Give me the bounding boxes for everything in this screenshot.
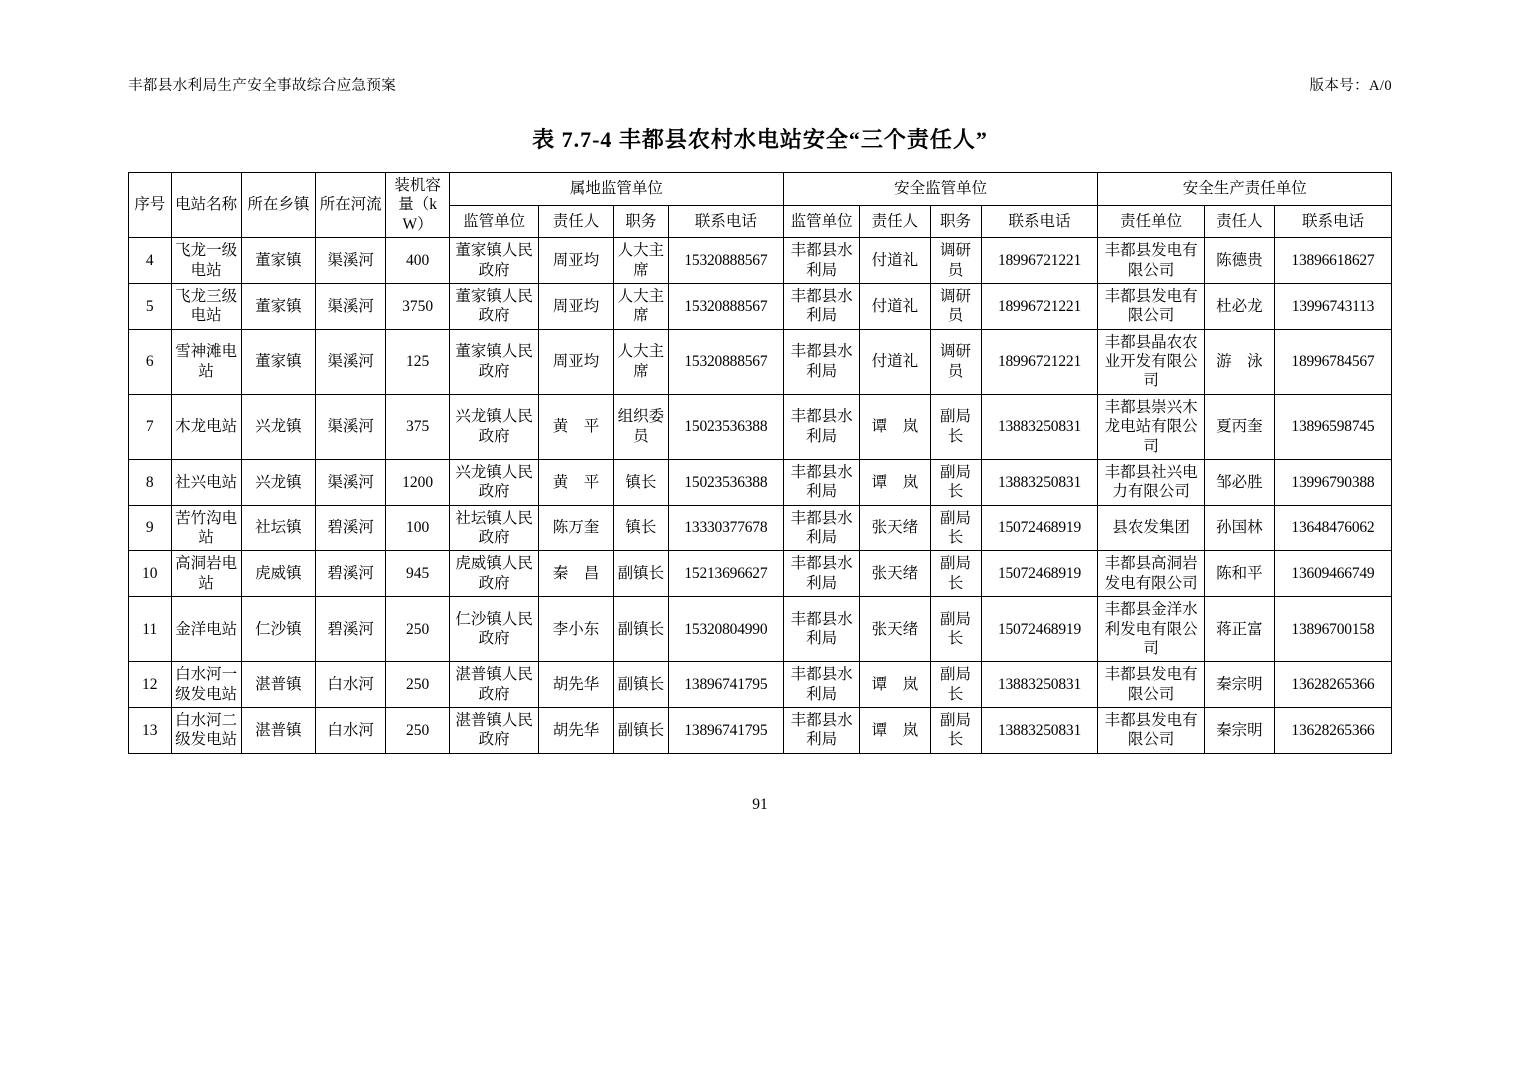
cell-local-title: 副镇长 xyxy=(613,551,668,597)
th-resp-phone: 联系电话 xyxy=(1274,205,1391,238)
cell-local-phone: 15023536388 xyxy=(668,394,783,459)
cell-river: 碧溪河 xyxy=(316,597,386,662)
cell-township: 社坛镇 xyxy=(241,505,315,551)
cell-station-name: 白水河一级发电站 xyxy=(171,662,241,708)
cell-local-person: 李小东 xyxy=(539,597,613,662)
cell-local-unit: 董家镇人民政府 xyxy=(450,283,539,329)
cell-resp-phone: 13648476062 xyxy=(1274,505,1391,551)
cell-capacity: 250 xyxy=(386,708,450,754)
cell-local-title: 镇长 xyxy=(613,505,668,551)
cell-resp-person: 陈德贵 xyxy=(1204,238,1274,284)
cell-safety-phone: 15072468919 xyxy=(981,597,1098,662)
cell-resp-unit: 丰都县高洞岩发电有限公司 xyxy=(1098,551,1204,597)
th-safety-person: 责任人 xyxy=(860,205,930,238)
cell-safety-person: 付道礼 xyxy=(860,329,930,394)
cell-local-unit: 湛普镇人民政府 xyxy=(450,708,539,754)
cell-safety-unit: 丰都县水利局 xyxy=(783,708,860,754)
cell-local-unit: 湛普镇人民政府 xyxy=(450,662,539,708)
cell-safety-person: 谭 岚 xyxy=(860,708,930,754)
cell-safety-phone: 18996721221 xyxy=(981,329,1098,394)
cell-resp-unit: 丰都县发电有限公司 xyxy=(1098,283,1204,329)
cell-capacity: 250 xyxy=(386,597,450,662)
table-title: 表 7.7-4 丰都县农村水电站安全“三个责任人” xyxy=(532,127,988,152)
cell-township: 董家镇 xyxy=(241,329,315,394)
cell-capacity: 375 xyxy=(386,394,450,459)
cell-safety-title: 副局长 xyxy=(930,708,981,754)
cell-station-name: 雪神滩电站 xyxy=(171,329,241,394)
cell-local-person: 周亚均 xyxy=(539,283,613,329)
cell-seq: 7 xyxy=(129,394,172,459)
cell-township: 董家镇 xyxy=(241,238,315,284)
cell-safety-title: 调研员 xyxy=(930,238,981,284)
cell-station-name: 木龙电站 xyxy=(171,394,241,459)
cell-local-person: 胡先华 xyxy=(539,662,613,708)
cell-safety-unit: 丰都县水利局 xyxy=(783,394,860,459)
cell-safety-person: 谭 岚 xyxy=(860,394,930,459)
header-document-title: 丰都县水利局生产安全事故综合应急预案 xyxy=(128,78,397,94)
cell-capacity: 100 xyxy=(386,505,450,551)
cell-resp-person: 游 泳 xyxy=(1204,329,1274,394)
cell-local-person: 周亚均 xyxy=(539,329,613,394)
th-capacity: 装机容量（kW） xyxy=(386,173,450,238)
responsibility-table xyxy=(128,172,1392,754)
cell-local-person: 周亚均 xyxy=(539,238,613,284)
cell-township: 虎威镇 xyxy=(241,551,315,597)
cell-river: 渠溪河 xyxy=(316,394,386,459)
cell-resp-phone: 13628265366 xyxy=(1274,662,1391,708)
th-local-person: 责任人 xyxy=(539,205,613,238)
cell-resp-unit: 丰都县金洋水利发电有限公司 xyxy=(1098,597,1204,662)
cell-river: 碧溪河 xyxy=(316,505,386,551)
cell-seq: 6 xyxy=(129,329,172,394)
cell-resp-unit: 丰都县发电有限公司 xyxy=(1098,662,1204,708)
th-resp-unit: 责任单位 xyxy=(1098,205,1204,238)
cell-safety-title: 副局长 xyxy=(930,394,981,459)
table-row xyxy=(129,238,1392,284)
cell-resp-unit: 丰都县发电有限公司 xyxy=(1098,708,1204,754)
cell-safety-unit: 丰都县水利局 xyxy=(783,238,860,284)
cell-safety-phone: 13883250831 xyxy=(981,394,1098,459)
cell-resp-phone: 13628265366 xyxy=(1274,708,1391,754)
cell-local-title: 人大主席 xyxy=(613,238,668,284)
cell-local-title: 人大主席 xyxy=(613,329,668,394)
cell-local-unit: 兴龙镇人民政府 xyxy=(450,459,539,505)
cell-township: 兴龙镇 xyxy=(241,394,315,459)
cell-safety-unit: 丰都县水利局 xyxy=(783,505,860,551)
cell-safety-title: 副局长 xyxy=(930,597,981,662)
cell-resp-phone: 13996790388 xyxy=(1274,459,1391,505)
th-township: 所在乡镇 xyxy=(241,173,315,238)
cell-resp-person: 秦宗明 xyxy=(1204,662,1274,708)
th-local-unit: 监管单位 xyxy=(450,205,539,238)
cell-resp-phone: 18996784567 xyxy=(1274,329,1391,394)
table-header-row-1 xyxy=(129,173,1392,206)
cell-local-unit: 兴龙镇人民政府 xyxy=(450,394,539,459)
cell-safety-phone: 13883250831 xyxy=(981,708,1098,754)
cell-river: 渠溪河 xyxy=(316,329,386,394)
cell-capacity: 250 xyxy=(386,662,450,708)
cell-local-phone: 15213696627 xyxy=(668,551,783,597)
cell-seq: 4 xyxy=(129,238,172,284)
cell-safety-person: 张天绪 xyxy=(860,551,930,597)
cell-resp-person: 蒋正富 xyxy=(1204,597,1274,662)
cell-safety-person: 付道礼 xyxy=(860,238,930,284)
cell-local-title: 副镇长 xyxy=(613,597,668,662)
cell-safety-title: 副局长 xyxy=(930,551,981,597)
th-safety-unit: 监管单位 xyxy=(783,205,860,238)
cell-river: 渠溪河 xyxy=(316,459,386,505)
cell-station-name: 飞龙一级电站 xyxy=(171,238,241,284)
cell-seq: 9 xyxy=(129,505,172,551)
th-local-phone: 联系电话 xyxy=(668,205,783,238)
cell-township: 兴龙镇 xyxy=(241,459,315,505)
table-row xyxy=(129,505,1392,551)
cell-safety-unit: 丰都县水利局 xyxy=(783,329,860,394)
cell-resp-unit: 丰都县发电有限公司 xyxy=(1098,238,1204,284)
th-local-title: 职务 xyxy=(613,205,668,238)
cell-resp-person: 夏丙奎 xyxy=(1204,394,1274,459)
cell-safety-phone: 15072468919 xyxy=(981,551,1098,597)
cell-safety-phone: 15072468919 xyxy=(981,505,1098,551)
cell-local-phone: 15023536388 xyxy=(668,459,783,505)
cell-township: 董家镇 xyxy=(241,283,315,329)
cell-safety-unit: 丰都县水利局 xyxy=(783,551,860,597)
cell-local-unit: 董家镇人民政府 xyxy=(450,329,539,394)
cell-station-name: 飞龙三级电站 xyxy=(171,283,241,329)
cell-resp-phone: 13996743113 xyxy=(1274,283,1391,329)
cell-safety-unit: 丰都县水利局 xyxy=(783,662,860,708)
cell-seq: 11 xyxy=(129,597,172,662)
th-group-local-supervision: 属地监管单位 xyxy=(450,173,784,206)
cell-local-person: 秦 昌 xyxy=(539,551,613,597)
table-row xyxy=(129,283,1392,329)
cell-station-name: 苦竹沟电站 xyxy=(171,505,241,551)
cell-safety-person: 张天绪 xyxy=(860,505,930,551)
th-group-production-responsibility: 安全生产责任单位 xyxy=(1098,173,1392,206)
cell-river: 白水河 xyxy=(316,662,386,708)
cell-safety-person: 谭 岚 xyxy=(860,459,930,505)
cell-local-phone: 15320888567 xyxy=(668,329,783,394)
page-header xyxy=(128,74,1392,95)
cell-local-phone: 13330377678 xyxy=(668,505,783,551)
cell-safety-unit: 丰都县水利局 xyxy=(783,459,860,505)
cell-local-person: 黄 平 xyxy=(539,459,613,505)
cell-resp-unit: 丰都县崇兴木龙电站有限公司 xyxy=(1098,394,1204,459)
cell-seq: 8 xyxy=(129,459,172,505)
th-safety-title: 职务 xyxy=(930,205,981,238)
table-row xyxy=(129,459,1392,505)
cell-local-person: 陈万奎 xyxy=(539,505,613,551)
cell-safety-unit: 丰都县水利局 xyxy=(783,597,860,662)
cell-resp-person: 杜必龙 xyxy=(1204,283,1274,329)
cell-local-phone: 15320888567 xyxy=(668,238,783,284)
cell-resp-person: 孙国林 xyxy=(1204,505,1274,551)
cell-safety-title: 副局长 xyxy=(930,505,981,551)
cell-local-title: 组织委员 xyxy=(613,394,668,459)
cell-local-unit: 社坛镇人民政府 xyxy=(450,505,539,551)
cell-capacity: 125 xyxy=(386,329,450,394)
table-row xyxy=(129,597,1392,662)
table-row xyxy=(129,662,1392,708)
cell-safety-title: 调研员 xyxy=(930,329,981,394)
cell-resp-unit: 县农发集团 xyxy=(1098,505,1204,551)
th-station-name: 电站名称 xyxy=(171,173,241,238)
cell-safety-person: 付道礼 xyxy=(860,283,930,329)
cell-seq: 13 xyxy=(129,708,172,754)
cell-safety-unit: 丰都县水利局 xyxy=(783,283,860,329)
cell-local-person: 黄 平 xyxy=(539,394,613,459)
cell-resp-person: 秦宗明 xyxy=(1204,708,1274,754)
cell-township: 湛普镇 xyxy=(241,708,315,754)
cell-capacity: 1200 xyxy=(386,459,450,505)
cell-capacity: 3750 xyxy=(386,283,450,329)
cell-resp-phone: 13609466749 xyxy=(1274,551,1391,597)
cell-resp-person: 邹必胜 xyxy=(1204,459,1274,505)
cell-safety-phone: 13883250831 xyxy=(981,662,1098,708)
cell-resp-phone: 13896618627 xyxy=(1274,238,1391,284)
cell-local-title: 人大主席 xyxy=(613,283,668,329)
cell-safety-title: 副局长 xyxy=(930,662,981,708)
cell-capacity: 945 xyxy=(386,551,450,597)
th-safety-phone: 联系电话 xyxy=(981,205,1098,238)
cell-seq: 5 xyxy=(129,283,172,329)
cell-safety-title: 调研员 xyxy=(930,283,981,329)
cell-station-name: 社兴电站 xyxy=(171,459,241,505)
cell-safety-person: 张天绪 xyxy=(860,597,930,662)
cell-safety-phone: 18996721221 xyxy=(981,238,1098,284)
cell-resp-unit: 丰都县社兴电力有限公司 xyxy=(1098,459,1204,505)
cell-local-title: 副镇长 xyxy=(613,662,668,708)
cell-river: 碧溪河 xyxy=(316,551,386,597)
th-group-safety-supervision: 安全监管单位 xyxy=(783,173,1098,206)
cell-river: 渠溪河 xyxy=(316,238,386,284)
table-row xyxy=(129,394,1392,459)
header-version: 版本号：A/0 xyxy=(1309,78,1392,94)
cell-safety-phone: 13883250831 xyxy=(981,459,1098,505)
cell-seq: 10 xyxy=(129,551,172,597)
cell-river: 渠溪河 xyxy=(316,283,386,329)
cell-station-name: 白水河二级发电站 xyxy=(171,708,241,754)
cell-resp-phone: 13896700158 xyxy=(1274,597,1391,662)
cell-seq: 12 xyxy=(129,662,172,708)
table-row xyxy=(129,708,1392,754)
cell-station-name: 高洞岩电站 xyxy=(171,551,241,597)
cell-local-person: 胡先华 xyxy=(539,708,613,754)
cell-local-unit: 董家镇人民政府 xyxy=(450,238,539,284)
cell-safety-title: 副局长 xyxy=(930,459,981,505)
page-number: 91 xyxy=(752,795,768,813)
cell-local-title: 副镇长 xyxy=(613,708,668,754)
cell-township: 仁沙镇 xyxy=(241,597,315,662)
cell-resp-person: 陈和平 xyxy=(1204,551,1274,597)
th-seq: 序号 xyxy=(129,173,172,238)
cell-river: 白水河 xyxy=(316,708,386,754)
cell-resp-phone: 13896598745 xyxy=(1274,394,1391,459)
table-row xyxy=(129,329,1392,394)
cell-local-title: 镇长 xyxy=(613,459,668,505)
cell-capacity: 400 xyxy=(386,238,450,284)
cell-safety-phone: 18996721221 xyxy=(981,283,1098,329)
th-river: 所在河流 xyxy=(316,173,386,238)
cell-local-phone: 15320888567 xyxy=(668,283,783,329)
table-row xyxy=(129,551,1392,597)
cell-resp-unit: 丰都县晶农农业开发有限公司 xyxy=(1098,329,1204,394)
cell-local-phone: 13896741795 xyxy=(668,708,783,754)
cell-safety-person: 谭 岚 xyxy=(860,662,930,708)
cell-local-phone: 15320804990 xyxy=(668,597,783,662)
cell-local-unit: 仁沙镇人民政府 xyxy=(450,597,539,662)
th-resp-person: 责任人 xyxy=(1204,205,1274,238)
cell-local-phone: 13896741795 xyxy=(668,662,783,708)
cell-township: 湛普镇 xyxy=(241,662,315,708)
cell-station-name: 金洋电站 xyxy=(171,597,241,662)
cell-local-unit: 虎威镇人民政府 xyxy=(450,551,539,597)
